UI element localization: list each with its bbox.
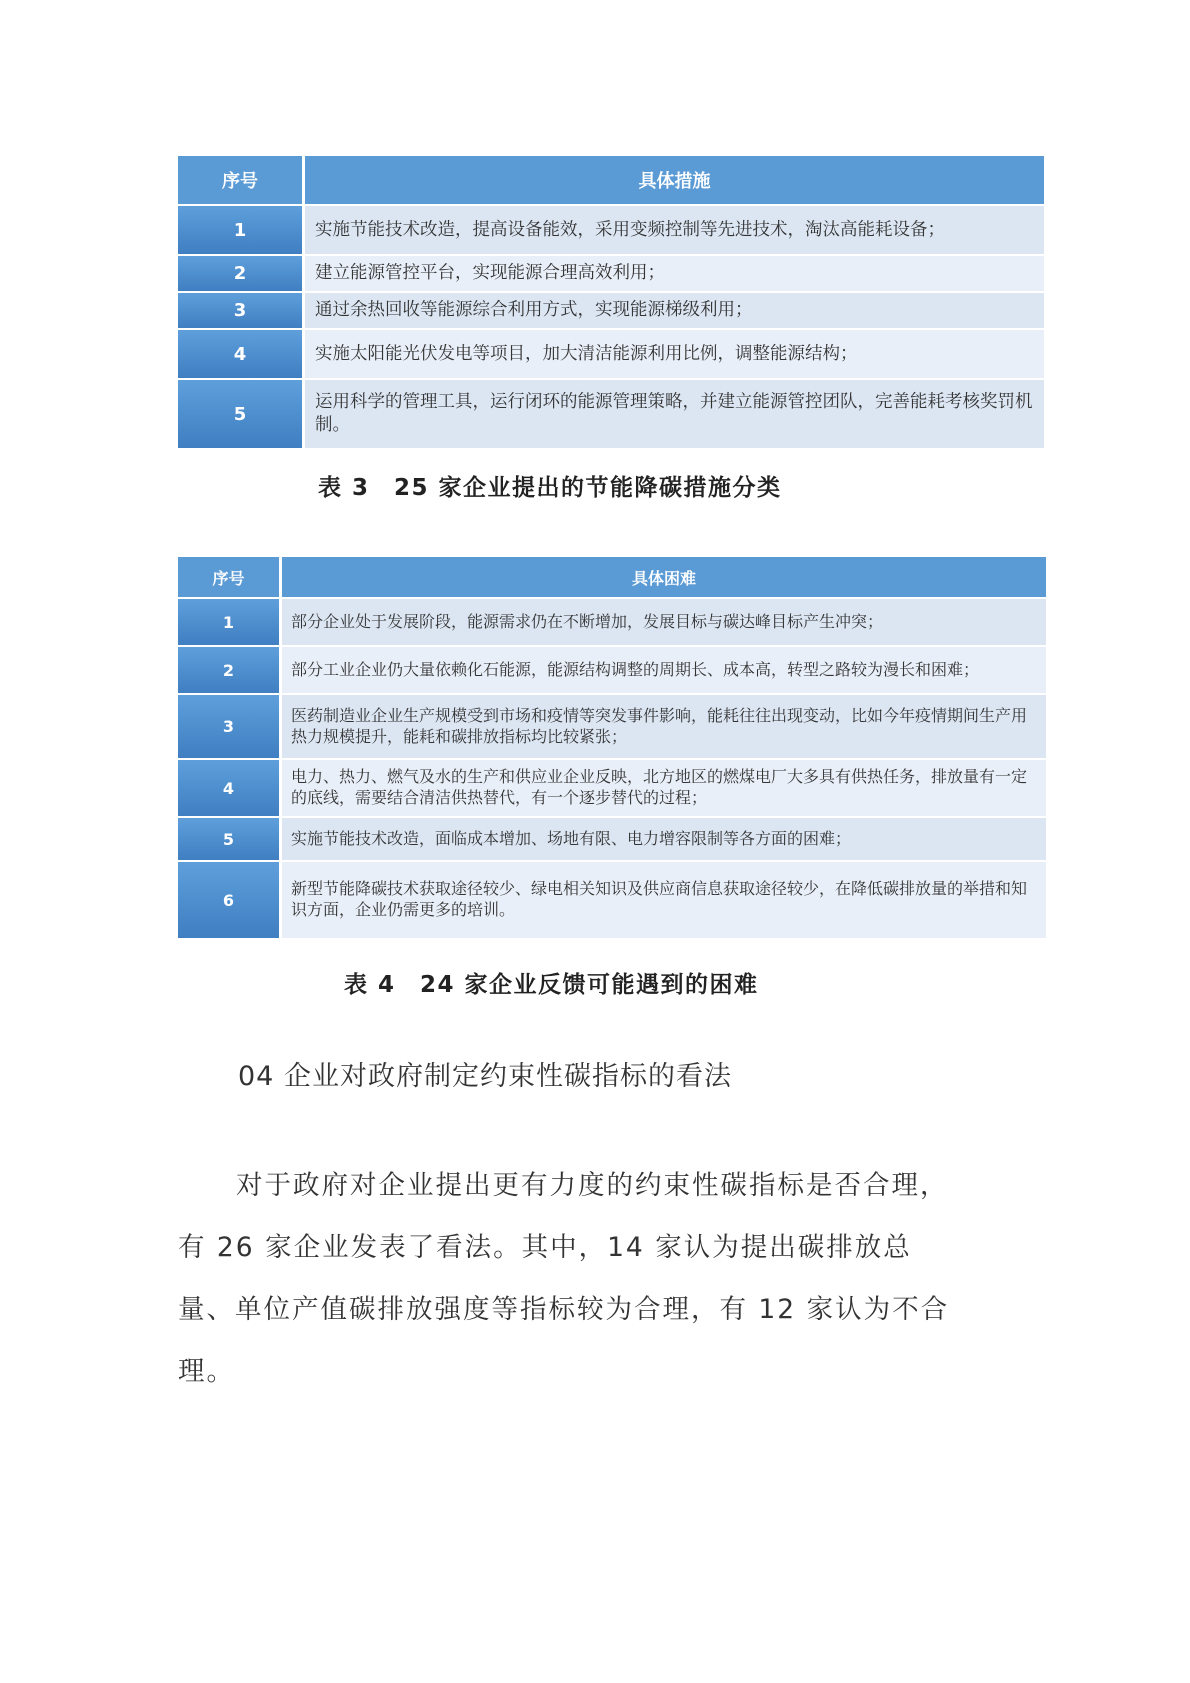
table-row-index: 2 (178, 256, 302, 291)
body-paragraph: 对于政府对企业提出更有力度的约束性碳指标是否合理，有 26 家企业发表了看法。其中，14 家认为提出碳排放总量、单位产值碳排放强度等指标较为合理，有 12 家认为不合理。 (178, 1170, 950, 1387)
difficulties-table (178, 557, 1046, 938)
table-row-text: 部分企业处于发展阶段，能源需求仍在不断增加，发展目标与碳达峰目标产生冲突； (282, 599, 1046, 645)
table-row-index: 5 (178, 380, 302, 448)
table-row-index: 1 (178, 206, 302, 254)
table-row-text: 医药制造业企业生产规模受到市场和疫情等突发事件影响，能耗往往出现变动，比如今年疫情期间生产用热力规模提升，能耗和碳排放指标均比较紧张； (282, 695, 1046, 758)
table-row-index: 1 (178, 599, 279, 645)
table-row-text: 部分工业企业仍大量依赖化石能源，能源结构调整的周期长、成本高，转型之路较为漫长和困难； (282, 647, 1046, 693)
table-row-index: 3 (178, 293, 302, 328)
table-row-index: 6 (178, 862, 279, 938)
table-row-text: 通过余热回收等能源综合利用方式，实现能源梯级利用； (305, 293, 1044, 328)
table-header-content: 具体困难 (282, 557, 1046, 597)
table-caption: 表 4 24 家企业反馈可能遇到的困难 (344, 972, 759, 998)
table-row-text: 实施节能技术改造，面临成本增加、场地有限、电力增容限制等各方面的困难； (282, 818, 1046, 860)
table-row-text: 电力、热力、燃气及水的生产和供应业企业反映，北方地区的燃煤电厂大多具有供热任务，排放量有一定的底线，需要结合清洁供热替代，有一个逐步替代的过程； (282, 760, 1046, 816)
table-row-index: 5 (178, 818, 279, 860)
table-row-index: 4 (178, 330, 302, 378)
table-row-text: 实施节能技术改造，提高设备能效，采用变频控制等先进技术，淘汰高能耗设备； (305, 206, 1044, 254)
table-row-index: 2 (178, 647, 279, 693)
table-row-index: 3 (178, 695, 279, 758)
section-heading: 04 企业对政府制定约束性碳指标的看法 (238, 1061, 732, 1092)
measures-table (178, 156, 1044, 448)
table-row-index: 4 (178, 760, 279, 816)
table-header-index: 序号 (178, 557, 279, 597)
table-row-text: 实施太阳能光伏发电等项目，加大清洁能源利用比例，调整能源结构； (305, 330, 1044, 378)
table-row-text: 建立能源管控平台，实现能源合理高效利用； (305, 256, 1044, 291)
table-header-content: 具体措施 (305, 156, 1044, 204)
table-caption: 表 3 25 家企业提出的节能降碳措施分类 (318, 475, 782, 501)
table-header-index: 序号 (178, 156, 302, 204)
table-row-text: 新型节能降碳技术获取途径较少、绿电相关知识及供应商信息获取途径较少，在降低碳排放量的举措和知识方面，企业仍需更多的培训。 (282, 862, 1046, 938)
table-row-text: 运用科学的管理工具，运行闭环的能源管理策略，并建立能源管控团队，完善能耗考核奖罚机制。 (305, 380, 1044, 448)
